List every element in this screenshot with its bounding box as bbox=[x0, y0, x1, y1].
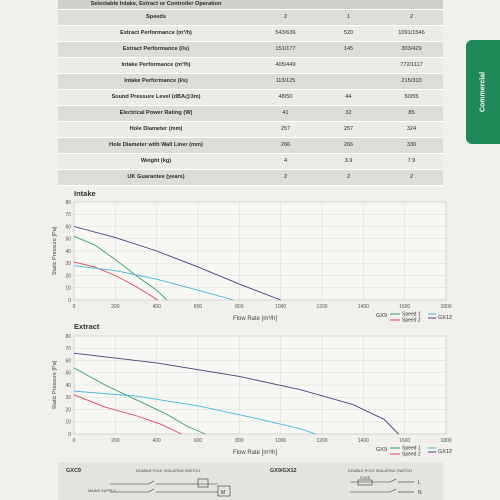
y-tick-label: 10 bbox=[65, 419, 71, 426]
legend-speed1-label: Speed 1 bbox=[402, 311, 421, 318]
wiring-left-model: GXC9 bbox=[66, 468, 81, 474]
table-row-label: UK Guarantee (years) bbox=[58, 169, 254, 185]
table-row bbox=[58, 73, 443, 89]
y-tick-label: 40 bbox=[65, 248, 71, 255]
table-cell: 32 bbox=[317, 105, 380, 121]
wiring-terminal-n: N bbox=[418, 490, 422, 496]
table-row-label: Intake Performance (l/s) bbox=[58, 73, 254, 89]
table-cell: 324 bbox=[380, 121, 443, 137]
y-tick-label: 80 bbox=[65, 333, 71, 340]
table-cell: 44 bbox=[317, 89, 380, 105]
y-tick-label: 20 bbox=[65, 407, 71, 414]
table-row bbox=[58, 153, 443, 169]
x-tick-label: 1200 bbox=[316, 438, 328, 444]
table-cell: 303/429 bbox=[380, 41, 443, 57]
table-cell: 543/636 bbox=[254, 25, 317, 41]
table-header-label: Selectable Intake, Extract or Controller Operation bbox=[58, 0, 254, 9]
table-cell bbox=[317, 57, 380, 73]
wiring-right-model: GX9/GX12 bbox=[270, 468, 297, 474]
x-axis-label: Flow Rate [m³/h] bbox=[232, 316, 278, 322]
x-tick-label: 1400 bbox=[357, 304, 369, 310]
table-cell: 257 bbox=[254, 121, 317, 137]
table-row bbox=[58, 41, 443, 57]
x-tick-label: 600 bbox=[193, 304, 203, 310]
legend-gx12-label: GX12 bbox=[438, 315, 453, 321]
table-row-label: Extract Performance (m³/h) bbox=[58, 25, 254, 41]
y-tick-label: 70 bbox=[65, 346, 71, 353]
table-cell: 266 bbox=[254, 137, 317, 153]
table-cell: 2 bbox=[380, 169, 443, 185]
wiring-left-supply-label: MAINS SUPPLY bbox=[88, 489, 116, 493]
x-tick-label: 800 bbox=[235, 304, 244, 310]
table-cell: 41 bbox=[254, 105, 317, 121]
table-cell: 2 bbox=[380, 9, 443, 25]
x-tick-label: 600 bbox=[193, 438, 203, 444]
x-tick-label: 400 bbox=[152, 438, 161, 444]
x-tick-label: 800 bbox=[235, 438, 244, 444]
wiring-right-switch-label: DOUBLE POLE ISOLATING SWITCH bbox=[348, 469, 412, 473]
y-axis-label: Static Pressure [Pa] bbox=[52, 360, 58, 410]
x-tick-label: 1000 bbox=[275, 304, 287, 310]
legend-gx12-label: GX12 bbox=[438, 449, 453, 455]
y-tick-label: 50 bbox=[65, 370, 71, 377]
table-row bbox=[58, 105, 443, 121]
x-axis-label: Flow Rate [m³/h] bbox=[232, 450, 278, 456]
table-row-label: Speeds bbox=[58, 9, 254, 25]
table-cell: 215/310 bbox=[380, 73, 443, 89]
wiring-left-switch-label: DOUBLE POLE ISOLATING SWITCH bbox=[136, 469, 200, 473]
table-row-label: Hole Diameter with Wall Liner (mm) bbox=[58, 137, 254, 153]
table-cell: 151/177 bbox=[254, 41, 317, 57]
wiring-motor-label: M bbox=[221, 490, 226, 496]
y-tick-label: 80 bbox=[65, 199, 71, 206]
spec-table bbox=[58, 0, 443, 186]
y-tick-label: 60 bbox=[65, 358, 71, 365]
x-tick-label: 0 bbox=[72, 304, 76, 310]
table-cell: 2 bbox=[254, 169, 317, 185]
table-cell: 48/50 bbox=[254, 89, 317, 105]
extract-chart-title: Extract bbox=[74, 322, 100, 331]
y-tick-label: 0 bbox=[68, 431, 71, 438]
table-row bbox=[58, 169, 443, 185]
x-tick-label: 1000 bbox=[275, 438, 287, 444]
table-cell: 113/125 bbox=[254, 73, 317, 89]
table-header-cell bbox=[317, 0, 380, 9]
x-tick-label: 1200 bbox=[316, 304, 328, 310]
table-cell: 145 bbox=[317, 41, 380, 57]
table-header-cell bbox=[380, 0, 443, 9]
table-header-row bbox=[58, 0, 443, 9]
wiring-fuse-label: FUSE bbox=[360, 476, 371, 480]
x-tick-label: 400 bbox=[152, 304, 161, 310]
y-tick-label: 60 bbox=[65, 224, 71, 231]
legend-speed2-label: Speed 2 bbox=[402, 317, 421, 324]
legend-speed1-label: Speed 1 bbox=[402, 445, 421, 452]
table-cell: 2 bbox=[254, 9, 317, 25]
x-tick-label: 1400 bbox=[357, 438, 369, 444]
table-row bbox=[58, 121, 443, 137]
table-cell: 4 bbox=[254, 153, 317, 169]
table-cell: 405/449 bbox=[254, 57, 317, 73]
legend-gx9-label: GX9 bbox=[376, 447, 388, 453]
table-row-label: Hole Diameter (mm) bbox=[58, 121, 254, 137]
table-row-label: Extract Performance (l/s) bbox=[58, 41, 254, 57]
table-cell: 266 bbox=[317, 137, 380, 153]
table-row-label: Electrical Power Rating (W) bbox=[58, 105, 254, 121]
x-tick-label: 1800 bbox=[440, 304, 452, 310]
y-tick-label: 40 bbox=[65, 382, 71, 389]
table-cell: 330 bbox=[380, 137, 443, 153]
table-cell: 50/55 bbox=[380, 89, 443, 105]
y-axis-label: Static Pressure [Pa] bbox=[52, 226, 58, 276]
table-cell: 257 bbox=[317, 121, 380, 137]
table-cell: 772/1117 bbox=[380, 57, 443, 73]
legend-gx9-label: GX9 bbox=[376, 313, 388, 319]
x-tick-label: 200 bbox=[111, 438, 120, 444]
table-cell: 2 bbox=[317, 169, 380, 185]
table-cell bbox=[317, 73, 380, 89]
table-cell: 85 bbox=[380, 105, 443, 121]
y-tick-label: 70 bbox=[65, 212, 71, 219]
wiring-terminal-l: L bbox=[418, 480, 421, 486]
x-tick-label: 1600 bbox=[399, 438, 411, 444]
y-tick-label: 50 bbox=[65, 236, 71, 243]
table-cell: 3.9 bbox=[317, 153, 380, 169]
table-row bbox=[58, 25, 443, 41]
table-row bbox=[58, 137, 443, 153]
side-tab-label: Commercial bbox=[479, 71, 487, 113]
wiring-diagram bbox=[58, 462, 443, 500]
table-cell: 1091/1546 bbox=[380, 25, 443, 41]
legend-speed2-label: Speed 2 bbox=[402, 451, 421, 458]
x-tick-label: 200 bbox=[111, 304, 120, 310]
intake-chart bbox=[44, 196, 464, 328]
wiring-lines bbox=[58, 462, 443, 500]
x-tick-label: 0 bbox=[72, 438, 76, 444]
x-tick-label: 1600 bbox=[399, 304, 411, 310]
y-tick-label: 20 bbox=[65, 273, 71, 280]
commercial-side-tab[interactable] bbox=[466, 40, 500, 144]
y-tick-label: 10 bbox=[65, 285, 71, 292]
table-cell: 520 bbox=[317, 25, 380, 41]
table-cell: 7.9 bbox=[380, 153, 443, 169]
table-row bbox=[58, 89, 443, 105]
table-header-cell bbox=[254, 0, 317, 9]
y-tick-label: 30 bbox=[65, 261, 71, 268]
table-row-label: Weight (kg) bbox=[58, 153, 254, 169]
table-row-label: Sound Pressure Level (dBA@3m) bbox=[58, 89, 254, 105]
table-row bbox=[58, 57, 443, 73]
table-cell: 1 bbox=[317, 9, 380, 25]
extract-chart bbox=[44, 330, 464, 462]
table-row bbox=[58, 9, 443, 25]
x-tick-label: 1800 bbox=[440, 438, 452, 444]
intake-chart-title: Intake bbox=[74, 189, 96, 198]
y-tick-label: 30 bbox=[65, 395, 71, 402]
y-tick-label: 0 bbox=[68, 297, 71, 304]
table-row-label: Intake Performance (m³/h) bbox=[58, 57, 254, 73]
